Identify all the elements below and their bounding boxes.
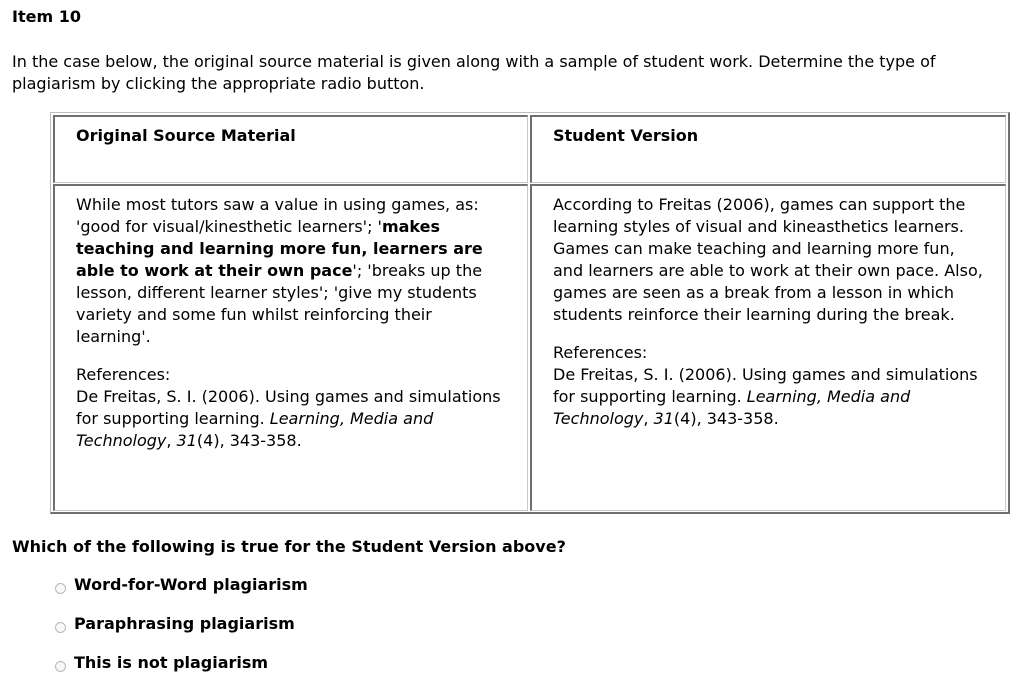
radio-not-plagiarism[interactable] [55, 661, 66, 672]
original-source-header: Original Source Material [76, 126, 296, 145]
citation-separator: , [643, 409, 654, 428]
original-references [76, 364, 507, 452]
option-word-for-word-label[interactable]: Word-for-Word plagiarism [74, 575, 308, 594]
citation-pages: (4), 343-358. [196, 431, 302, 450]
citation-separator: , [166, 431, 177, 450]
original-text-bold-quote: makes teaching and learning more fun, learners are able to work at their own pace [76, 217, 483, 280]
references-label: References: [76, 365, 171, 384]
radio-paraphrasing[interactable] [55, 622, 66, 633]
option-paraphrasing[interactable] [55, 613, 295, 635]
citation-volume: 31 [653, 409, 674, 428]
reference-citation [76, 386, 507, 452]
option-not-plagiarism[interactable] [55, 652, 268, 674]
original-text-part-1: While most tutors saw a value in using games, as: 'good for visual/kinesthetic learners'; ' [76, 195, 479, 236]
references-label: References: [553, 343, 648, 362]
original-source-header-cell [53, 115, 528, 183]
student-version-text: According to Freitas (2006), games can support the learning styles of visual and kineasthetics learners. Games can make teaching and learning more fun, and learners are able to work at their own pace. Also, games are seen as a break from a lesson in which students reinforce their learning during the break. [553, 195, 983, 324]
citation-volume: 31 [176, 431, 197, 450]
citation-text: De Freitas, S. I. (2006). Using games and simulations for supporting learning. [76, 387, 501, 428]
citation-journal: Learning, Media and Technology [553, 387, 911, 428]
original-source-cell [53, 184, 528, 511]
radio-word-for-word[interactable] [55, 583, 66, 594]
original-text-part-3: '; 'breaks up the lesson, different learner styles'; 'give my students variety and some fun whilst reinforcing their learning'. [76, 261, 483, 346]
question-text: Which of the following is true for the Student Version above? [12, 537, 566, 556]
citation-text: De Freitas, S. I. (2006). Using games and simulations for supporting learning. [553, 365, 978, 406]
citation-journal: Learning, Media and Technology [76, 409, 434, 450]
student-references [553, 342, 985, 430]
student-version-header: Student Version [553, 126, 699, 145]
student-version-header-cell [530, 115, 1006, 183]
instructions-text: In the case below, the original source material is given along with a sample of student work. Determine the type of plagiarism by clicking the appropriate radio button. [12, 52, 936, 93]
citation-pages: (4), 343-358. [673, 409, 779, 428]
option-not-plagiarism-label[interactable]: This is not plagiarism [74, 653, 269, 672]
item-title: Item 10 [12, 7, 81, 26]
original-source-text [76, 194, 507, 348]
student-version-cell [530, 184, 1006, 511]
reference-citation [553, 364, 985, 430]
option-paraphrasing-label[interactable]: Paraphrasing plagiarism [74, 614, 295, 633]
option-word-for-word[interactable] [55, 574, 308, 596]
